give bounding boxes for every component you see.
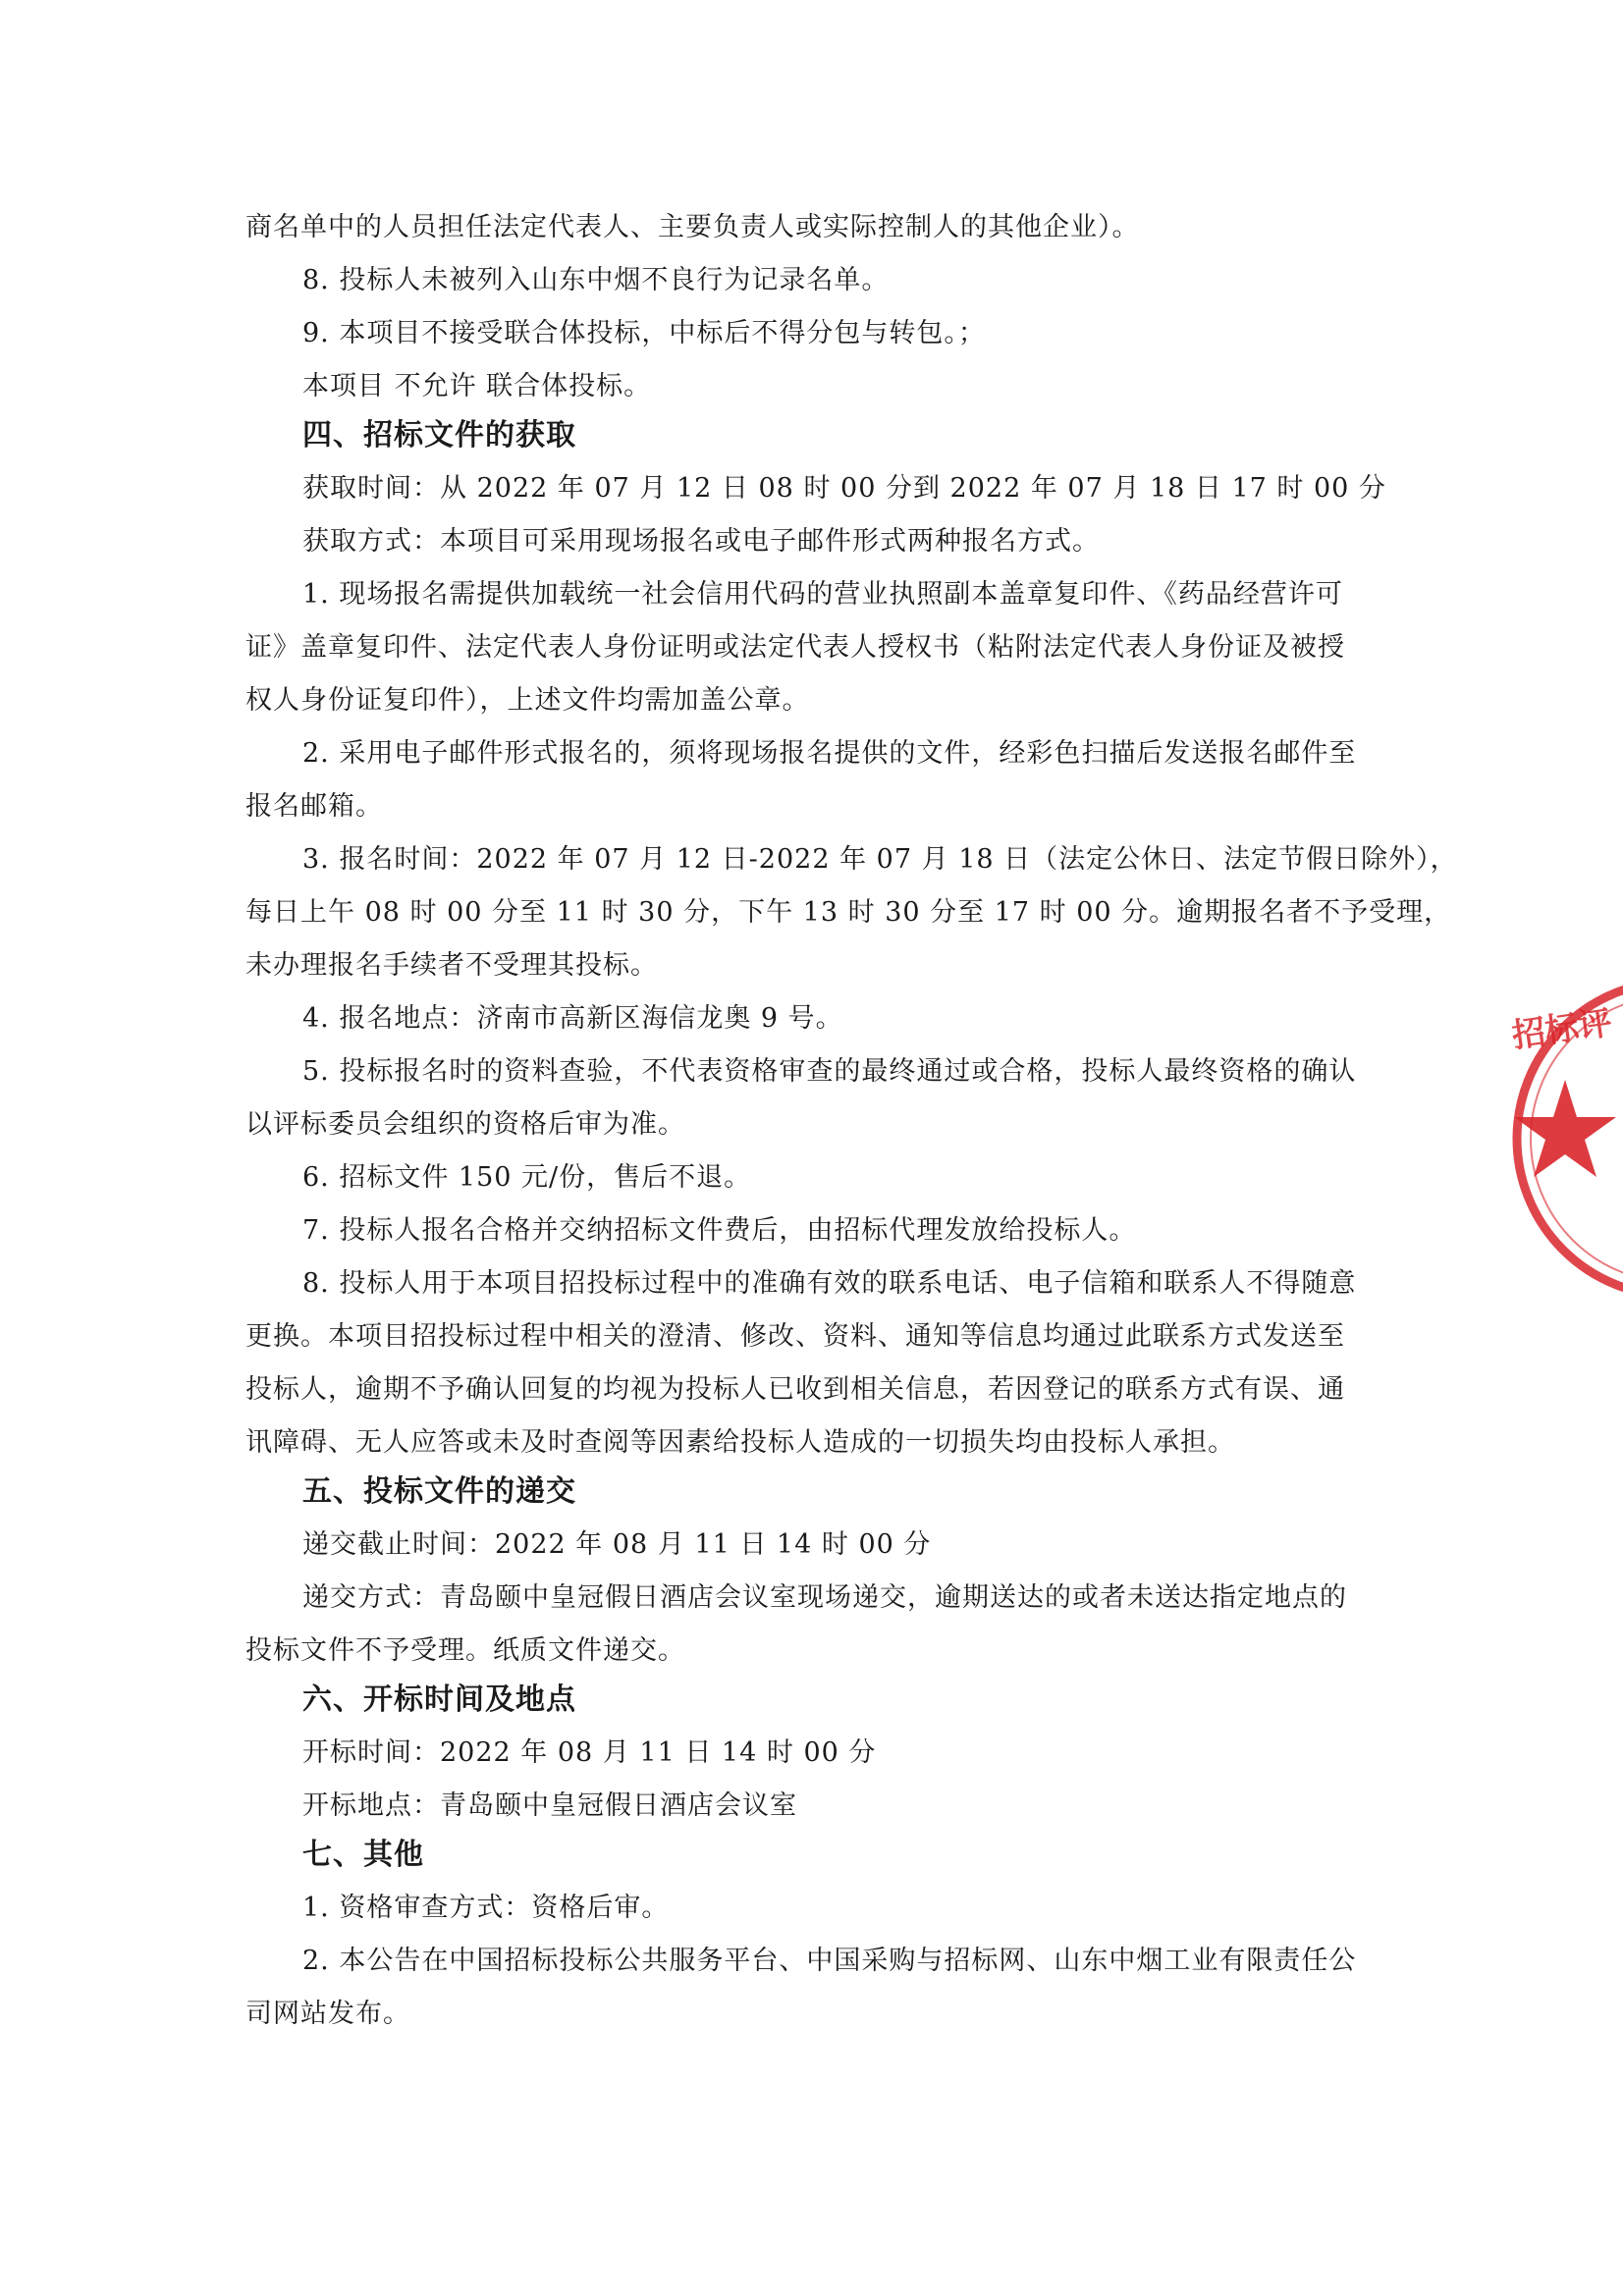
paragraph-text: 获取时间：从 2022 年 07 月 12 日 08 时 00 分到 2022 年 07 月 18 日 17 时 00 分 [302, 473, 1386, 504]
paragraph-text: 投标人，逾期不予确认回复的均视为投标人已收到相关信息，若因登记的联系方式有误、通 [245, 1374, 1345, 1405]
paragraph-text: 5. 投标报名时的资料查验，不代表资格审查的最终通过或合格，投标人最终资格的确认 [302, 1056, 1357, 1087]
paragraph-text: 4. 报名地点：济南市高新区海信龙奥 9 号。 [302, 1003, 843, 1034]
paragraph-text: 递交方式：青岛颐中皇冠假日酒店会议室现场递交，逾期送达的或者未送达指定地点的 [302, 1582, 1347, 1613]
section-heading: 五、投标文件的递交 [302, 1474, 576, 1509]
paragraph-text: 投标文件不予受理。纸质文件递交。 [245, 1635, 685, 1666]
paragraph-text: 开标地点：青岛颐中皇冠假日酒店会议室 [302, 1790, 797, 1821]
paragraph-text: 证》盖章复印件、法定代表人身份证明或法定代表人授权书（粘附法定代表人身份证及被授 [245, 632, 1345, 663]
paragraph-text: 1. 现场报名需提供加载统一社会信用代码的营业执照副本盖章复印件、《药品经营许可 [302, 579, 1343, 610]
paragraph-text: 6. 招标文件 150 元/份，售后不退。 [302, 1162, 752, 1193]
section-heading: 四、招标文件的获取 [302, 418, 576, 453]
paragraph-text: 讯障碍、无人应答或未及时查阅等因素给投标人造成的一切损失均由投标人承担。 [245, 1427, 1235, 1458]
paragraph-text: 8. 投标人用于本项目招投标过程中的准确有效的联系电话、电子信箱和联系人不得随意 [302, 1268, 1357, 1299]
paragraph-text: 本项目 不允许 联合体投标。 [302, 371, 652, 401]
paragraph-text: 3. 报名时间：2022 年 07 月 12 日-2022 年 07 月 18 日（法定公休日、法定节假日除外）， [302, 844, 1458, 875]
paragraph-text: 1. 资格审查方式：资格后审。 [302, 1893, 670, 1923]
paragraph-text: 以评标委员会组织的资格后审为准。 [245, 1109, 685, 1140]
paragraph-text: 权人身份证复印件），上述文件均需加盖公章。 [245, 685, 810, 716]
paragraph-text: 每日上午 08 时 00 分至 11 时 30 分，下午 13 时 30 分至 17 时 00 分。逾期报名者不予受理， [245, 897, 1452, 928]
paragraph-text: 报名邮箱。 [245, 791, 383, 822]
paragraph-text: 开标时间：2022 年 08 月 11 日 14 时 00 分 [302, 1737, 877, 1768]
section-heading: 七、其他 [302, 1838, 424, 1872]
official-seal [1502, 972, 1623, 1306]
paragraph-text: 商名单中的人员担任法定代表人、主要负责人或实际控制人的其他企业）。 [245, 212, 1140, 242]
seal-star-icon [1514, 1080, 1616, 1177]
seal-graphic [1502, 972, 1623, 1306]
paragraph-text: 2. 本公告在中国招标投标公共服务平台、中国采购与招标网、山东中烟工业有限责任公 [302, 1946, 1357, 1976]
svg-text:招标评: 招标评 [1509, 1002, 1615, 1056]
paragraph-text: 8. 投标人未被列入山东中烟不良行为记录名单。 [302, 265, 890, 295]
paragraph-text: 司网站发布。 [245, 1999, 410, 2029]
paragraph-text: 递交截止时间：2022 年 08 月 11 日 14 时 00 分 [302, 1529, 932, 1560]
paragraph-text: 9. 本项目不接受联合体投标，中标后不得分包与转包。； [302, 318, 986, 348]
section-heading: 六、开标时间及地点 [302, 1682, 576, 1717]
paragraph-text: 2. 采用电子邮件形式报名的，须将现场报名提供的文件，经彩色扫描后发送报名邮件至 [302, 738, 1357, 769]
paragraph-text: 更换。本项目招投标过程中相关的澄清、修改、资料、通知等信息均通过此联系方式发送至 [245, 1321, 1345, 1352]
paragraph-text: 未办理报名手续者不受理其投标。 [245, 950, 658, 981]
paragraph-text: 7. 投标人报名合格并交纳招标文件费后，由招标代理发放给投标人。 [302, 1215, 1137, 1246]
paragraph-text: 获取方式：本项目可采用现场报名或电子邮件形式两种报名方式。 [302, 526, 1100, 557]
